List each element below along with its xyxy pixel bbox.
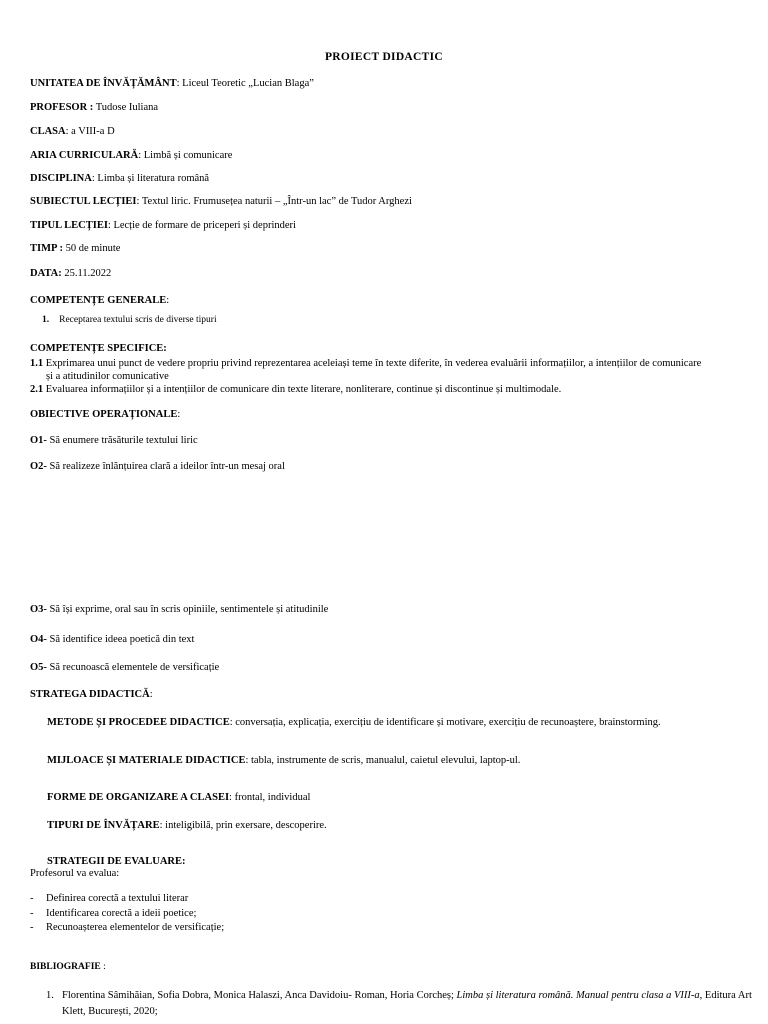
bibliografie-item <box>46 990 752 1001</box>
field-label: SUBIECTUL LECȚIEI <box>30 196 137 207</box>
field-label: CLASA <box>30 126 66 137</box>
item-text: Definirea corectă a textului literar <box>46 893 189 904</box>
field-unitate <box>30 78 314 89</box>
field-clasa <box>30 126 115 137</box>
item-value: : inteligibilă, prin exersare, descoperire. <box>159 820 327 831</box>
field-value: 50 de minute <box>62 243 121 254</box>
field-value: : Lecție de formare de priceperi și deprinderi <box>107 220 296 231</box>
section-label: STRATEGA DIDACTICĂ <box>30 689 150 700</box>
item-text: Exprimarea unui punct de vedere propriu privind reprezentarea aceleiași teme în texte diferite, în vederea evaluării informațiilor, a intențiilor de comunicare <box>43 358 702 369</box>
competente-generale-heading <box>30 295 169 306</box>
field-label: UNITATEA DE ÎNVĂȚĂMÂNT <box>30 78 177 89</box>
item-value: : conversația, explicația, exercițiu de identificare și motivare, exercițiu de recunoaștere, brainstorming. <box>229 717 661 728</box>
field-label: DISCIPLINA <box>30 173 92 184</box>
field-value: 25.11.2022 <box>61 268 112 279</box>
item-value: : frontal, individual <box>229 792 311 803</box>
field-aria <box>30 150 232 161</box>
field-tipul <box>30 220 296 231</box>
evaluare-item: - Definirea corectă a textului literar <box>30 893 189 904</box>
field-value: : Limbă și comunicare <box>138 150 233 161</box>
item-label: MIJLOACE ȘI MATERIALE DIDACTICE <box>47 755 246 766</box>
section-colon: : <box>166 295 170 306</box>
field-disciplina <box>30 173 209 184</box>
item-code: O3- <box>30 604 47 615</box>
field-label: TIMP : <box>30 243 63 254</box>
field-label: ARIA CURRICULARĂ <box>30 150 139 161</box>
item-number: 1. <box>46 990 54 1001</box>
field-value: : a VIII-a D <box>65 126 115 137</box>
field-profesor <box>30 102 158 113</box>
item-code: O1- <box>30 435 47 446</box>
item-label: TIPURI DE ÎNVĂȚARE <box>47 820 160 831</box>
item-authors: Florentina Sâmihăian, Sofia Dobra, Monica Halaszi, Anca Davidoiu- Roman, Horia Corcheș; <box>62 990 457 1001</box>
item-text: Receptarea textului scris de diverse tipuri <box>59 315 217 325</box>
obiectiv-item <box>30 604 328 615</box>
evaluare-item: - Recunoașterea elementelor de versificație; <box>30 922 225 933</box>
item-label: METODE ȘI PROCEDEE DIDACTICE <box>47 717 230 728</box>
obiectiv-item <box>30 662 219 673</box>
field-label: DATA: <box>30 268 62 279</box>
field-timp <box>30 243 120 254</box>
section-label: OBIECTIVE OPERAȚIONALE <box>30 409 178 420</box>
field-label: TIPUL LECȚIEI <box>30 220 108 231</box>
field-subiect <box>30 196 412 207</box>
item-text: Să realizeze înlănțuirea clară a ideilor într-un mesaj oral <box>46 461 285 472</box>
obiectiv-item <box>30 634 194 645</box>
item-rest: , Editura Art <box>699 990 752 1001</box>
competenta-specifica-item <box>30 358 701 369</box>
item-text: Să recunoască elementele de versificație <box>46 662 220 673</box>
item-number: 2.1 <box>30 384 44 395</box>
obiectiv-item <box>30 461 285 472</box>
obiective-heading <box>30 409 180 420</box>
competenta-specifica-cont: și a atitudinilor comunicative <box>46 371 169 382</box>
item-label: FORME DE ORGANIZARE A CLASEI <box>47 792 230 803</box>
item-text: Recunoașterea elementelor de versificație; <box>46 922 225 933</box>
evaluare-intro: Profesorul va evalua: <box>30 868 120 879</box>
evaluare-item: - Identificarea corectă a ideii poetice; <box>30 908 197 919</box>
item-code: O2- <box>30 461 47 472</box>
item-number: 1.1 <box>30 358 44 369</box>
strategia-item <box>47 820 327 831</box>
section-colon: : <box>100 962 106 972</box>
field-value: Tudose Iuliana <box>93 102 159 113</box>
competente-specifice-heading <box>30 343 167 354</box>
item-number: 1. <box>42 315 50 325</box>
field-label: PROFESOR : <box>30 102 94 113</box>
competenta-specifica-item <box>30 384 561 395</box>
bibliografie-item-cont: Klett, București, 2020; <box>62 1006 158 1017</box>
field-value: : Textul liric. Frumusețea naturii – „Într-un lac” de Tudor Arghezi <box>136 196 412 207</box>
strategia-item <box>47 792 310 803</box>
section-label: COMPETENȚE GENERALE <box>30 295 167 306</box>
obiectiv-item <box>30 435 198 446</box>
section-label: STRATEGII DE EVALUARE: <box>47 856 186 867</box>
item-code: O5- <box>30 662 47 673</box>
item-text: Să își exprime, oral sau în scris opiniile, sentimentele și atitudinile <box>46 604 329 615</box>
section-colon: : <box>177 409 181 420</box>
evaluare-heading <box>47 856 185 867</box>
item-text: Evaluarea informațiilor și a intențiilor de comunicare din texte literare, nonliterare, continue și discontinue și multimodale. <box>43 384 562 395</box>
strategia-heading <box>30 689 153 700</box>
item-text: Să enumere trăsăturile textului liric <box>46 435 198 446</box>
strategia-item <box>47 717 661 728</box>
item-title: Limba și literatura română. Manual pentru clasa a VIII-a <box>456 990 700 1001</box>
document-title: PROIECT DIDACTIC <box>324 51 443 63</box>
section-label: COMPETENȚE SPECIFICE: <box>30 343 167 354</box>
strategia-item <box>47 755 520 766</box>
field-value: : Liceul Teoretic „Lucian Blaga” <box>176 78 314 89</box>
item-text: Să identifice ideea poetică din text <box>46 634 195 645</box>
item-text: Identificarea corectă a ideii poetice; <box>46 908 197 919</box>
item-value: : tabla, instrumente de scris, manualul, caietul elevului, laptop-ul. <box>245 755 521 766</box>
item-code: O4- <box>30 634 47 645</box>
section-colon: : <box>149 689 153 700</box>
field-data <box>30 268 111 279</box>
competenta-generala-item <box>42 315 217 325</box>
field-value: : Limba și literatura română <box>91 173 210 184</box>
bibliografie-heading <box>30 962 106 972</box>
section-label: BIBLIOGRAFIE <box>30 962 101 972</box>
